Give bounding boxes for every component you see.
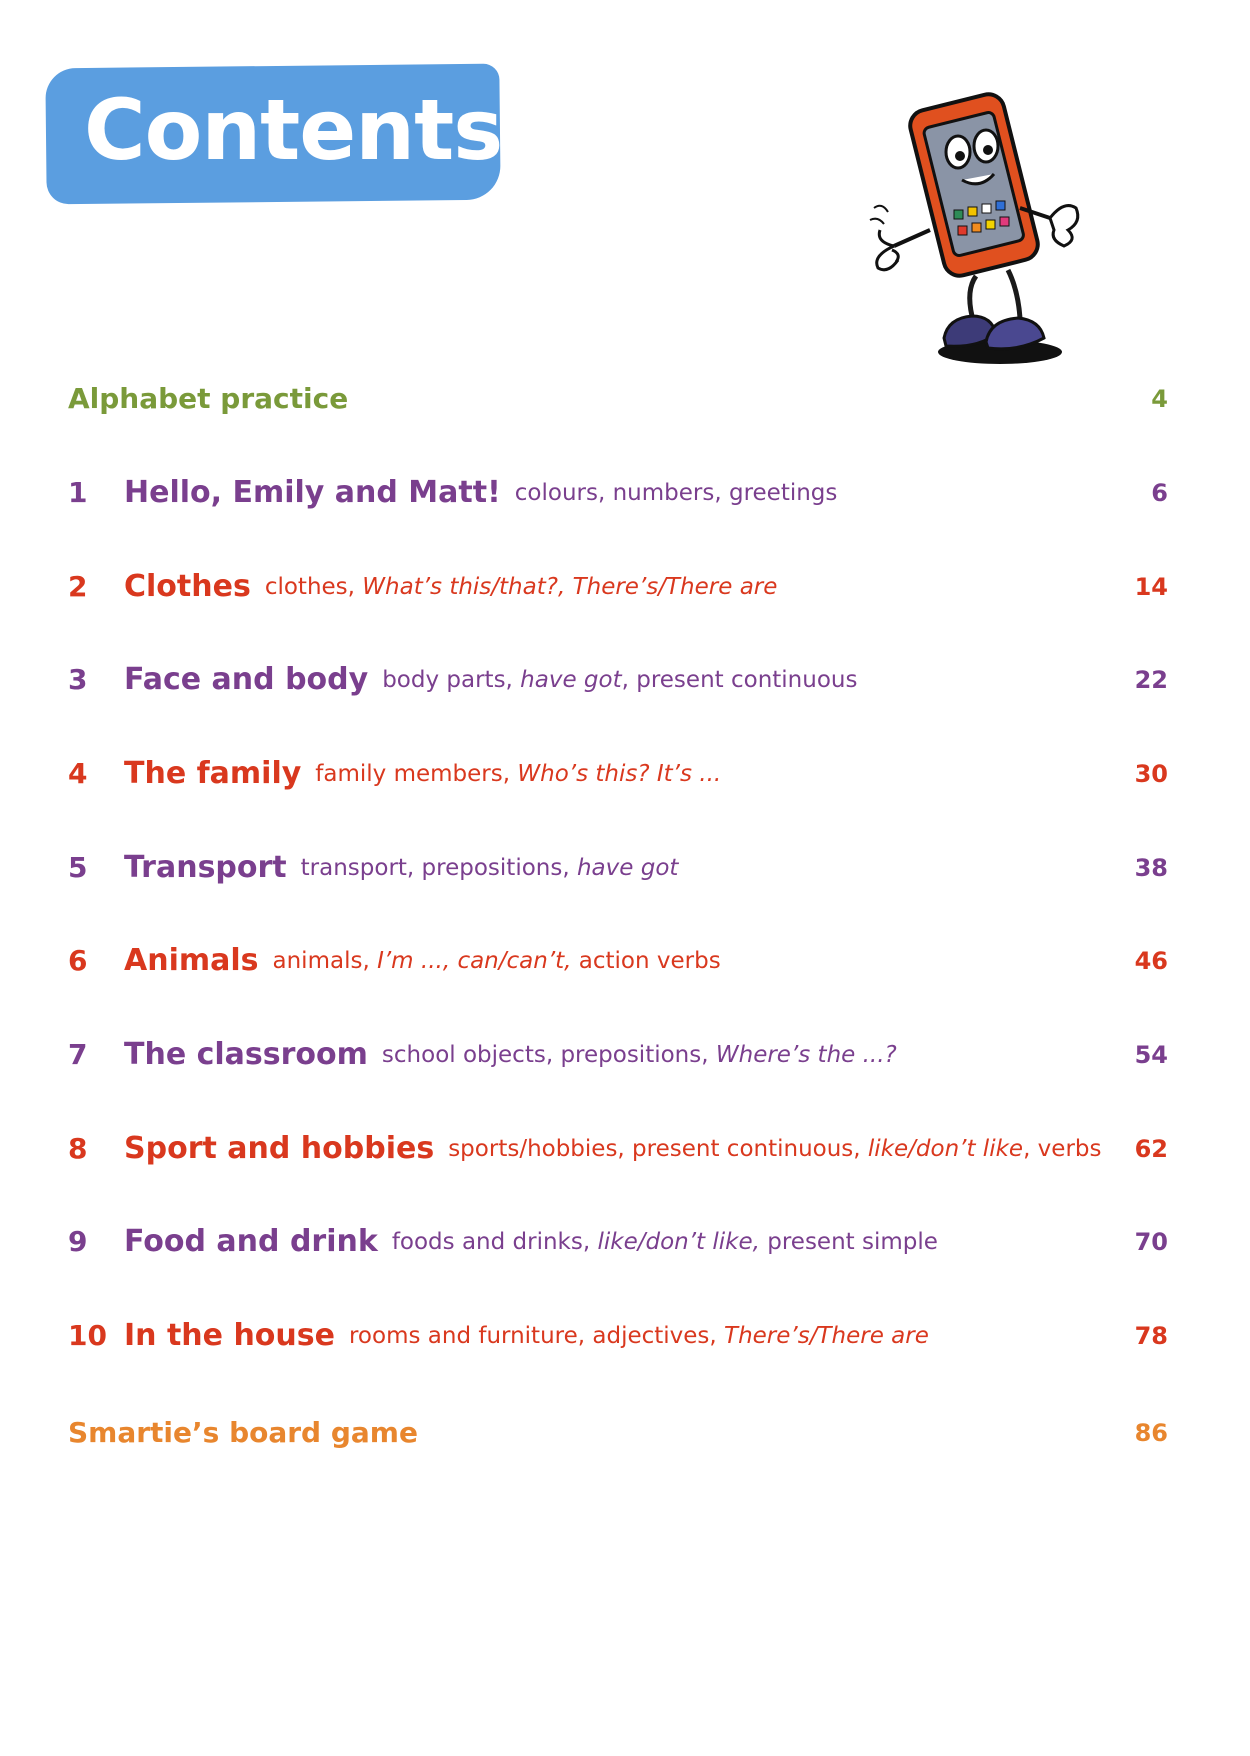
unit-description	[273, 936, 721, 986]
toc-entry-unit-9[interactable]	[68, 1217, 1168, 1267]
unit-title: Animals	[124, 943, 259, 978]
unit-number: 3	[68, 663, 88, 696]
unit-title: Face and body	[124, 662, 369, 697]
description-italic-text: Where’s the ...?	[715, 1042, 897, 1068]
toc-page-number: 46	[1134, 947, 1168, 975]
page-title: Contents	[84, 81, 503, 179]
toc-entry-unit-6[interactable]	[68, 936, 1168, 986]
unit-title: Hello, Emily and Matt!	[124, 475, 501, 510]
description-text: body parts,	[382, 667, 521, 693]
unit-title: In the house	[124, 1318, 335, 1353]
unit-description	[515, 468, 838, 518]
toc-entry-board-game[interactable]	[68, 1408, 1168, 1458]
unit-number: 8	[68, 1132, 88, 1165]
toc-page-number: 30	[1134, 760, 1168, 788]
description-italic-text: like/don’t like	[867, 1136, 1024, 1162]
unit-description	[382, 655, 857, 705]
description-text: colours, numbers, greetings	[514, 480, 838, 506]
unit-description	[392, 1217, 938, 1267]
description-italic-text: have got	[520, 667, 622, 693]
description-text: school objects, prepositions,	[381, 1042, 716, 1068]
description-italic-text: What’s this/that?, There’s/There are	[362, 574, 778, 600]
description-text: foods and drinks,	[391, 1229, 598, 1255]
description-text: rooms and furniture, adjectives,	[348, 1323, 725, 1349]
unit-title: Sport and hobbies	[124, 1131, 435, 1166]
description-italic-text: I’m ..., can/can’t,	[377, 948, 572, 974]
toc-page-number: 6	[1151, 479, 1168, 507]
unit-description	[301, 843, 679, 893]
toc-entry-alphabet-practice[interactable]	[68, 374, 1168, 424]
toc-page-number: 22	[1134, 666, 1168, 694]
toc-entry-unit-7[interactable]	[68, 1030, 1168, 1080]
toc-page-number: 78	[1134, 1322, 1168, 1350]
toc-page-number: 86	[1134, 1419, 1168, 1447]
unit-number: 4	[68, 757, 88, 790]
toc-entry-unit-8[interactable]	[68, 1124, 1168, 1174]
unit-title: The family	[124, 756, 302, 791]
description-italic-text: have got	[576, 855, 679, 881]
toc-page-number: 54	[1134, 1041, 1168, 1069]
toc-entry-unit-5[interactable]	[68, 843, 1168, 893]
unit-number: 1	[68, 476, 88, 509]
toc-page-number: 14	[1134, 573, 1168, 601]
unit-number: 6	[68, 944, 88, 977]
toc-entry-unit-4[interactable]	[68, 749, 1168, 799]
unit-description	[382, 1030, 897, 1080]
unit-title: The classroom	[124, 1037, 368, 1072]
description-text: sports/hobbies, present continuous,	[448, 1136, 868, 1162]
description-text: transport, prepositions,	[300, 855, 577, 881]
unit-description	[448, 1124, 1101, 1174]
unit-description	[315, 749, 721, 799]
description-text: , present continuous	[621, 667, 858, 693]
description-italic-text: Who’s this? It’s ...	[517, 761, 722, 787]
description-text: present simple	[759, 1229, 938, 1255]
unit-title: Food and drink	[124, 1224, 378, 1259]
toc-page-number: 62	[1134, 1135, 1168, 1163]
unit-description	[265, 562, 778, 612]
unit-title: Clothes	[124, 569, 251, 604]
unit-number: 10	[68, 1319, 107, 1352]
toc-entry-title: Alphabet practice	[68, 382, 349, 415]
description-text: action verbs	[571, 948, 721, 974]
toc-page-number: 4	[1151, 385, 1168, 413]
toc-entry-unit-2[interactable]	[68, 562, 1168, 612]
unit-title: Transport	[124, 850, 287, 885]
unit-number: 9	[68, 1225, 88, 1258]
toc-entry-unit-3[interactable]	[68, 655, 1168, 705]
description-text: animals,	[272, 948, 378, 974]
unit-description	[349, 1311, 929, 1361]
unit-number: 2	[68, 570, 88, 603]
description-text: family members,	[315, 761, 518, 787]
unit-number: 5	[68, 851, 88, 884]
smartphone-mascot-icon	[868, 90, 1108, 370]
toc-page-number: 38	[1134, 854, 1168, 882]
description-text: , verbs	[1023, 1136, 1102, 1162]
description-italic-text: like/don’t like,	[597, 1229, 760, 1255]
toc-page-number: 70	[1134, 1228, 1168, 1256]
toc-entry-title: Smartie’s board game	[68, 1416, 418, 1449]
description-italic-text: There’s/There are	[724, 1323, 929, 1349]
toc-entry-unit-10[interactable]	[68, 1311, 1168, 1361]
toc-entry-unit-1[interactable]	[68, 468, 1168, 518]
unit-number: 7	[68, 1038, 88, 1071]
description-text: clothes,	[264, 574, 363, 600]
